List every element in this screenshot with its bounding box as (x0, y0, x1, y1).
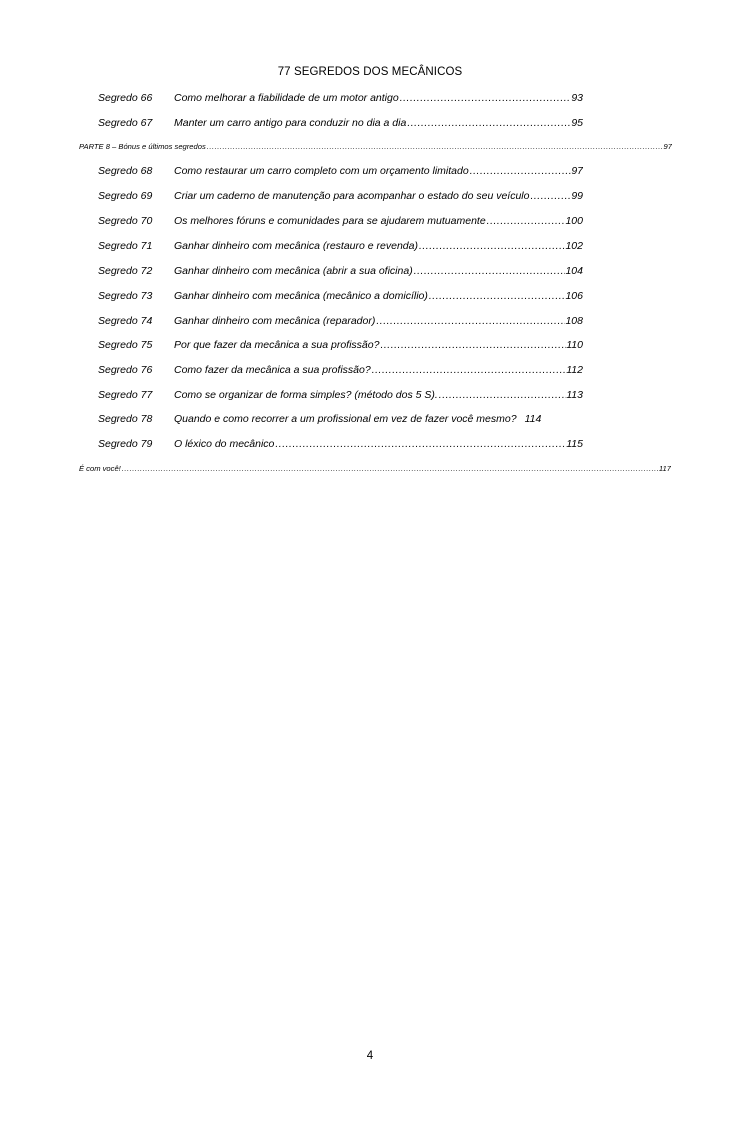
toc-entry[interactable] (98, 362, 583, 378)
toc-entry-label: Segredo 77 (98, 389, 153, 401)
toc-entry-title: Como fazer da mecânica a sua profissão? (174, 364, 371, 376)
toc-entry-label: Segredo 67 (98, 117, 153, 129)
dot-leader (274, 436, 566, 452)
toc-section-title: PARTE 8 – Bónus e últimos segredos (79, 142, 206, 151)
toc-entry-page: 110 (566, 339, 583, 351)
dot-leader (206, 141, 664, 153)
toc-entry-title: Por que fazer da mecânica a sua profissão? (174, 339, 380, 351)
toc-entry-title: Ganhar dinheiro com mecânica (mecânico a domicílio) (174, 290, 428, 302)
toc-section-entry[interactable] (79, 141, 672, 153)
dot-leader (418, 238, 566, 254)
toc-entry-label: Segredo 78 (98, 413, 153, 425)
toc-entry[interactable] (98, 90, 583, 106)
toc-entry-page: 99 (571, 190, 583, 202)
toc-entry-label: Segredo 70 (98, 215, 153, 227)
toc-entry[interactable] (98, 387, 583, 403)
toc-entry-label: Segredo 74 (98, 315, 153, 327)
toc-entry-label: Segredo 75 (98, 339, 153, 351)
toc-entry-label: Segredo 66 (98, 92, 153, 104)
toc-entry-title: Manter um carro antigo para conduzir no dia a dia (174, 117, 407, 129)
toc-entry[interactable] (98, 188, 583, 204)
toc-entry-page: 97 (571, 165, 583, 177)
toc-section-page: 117 (658, 464, 671, 473)
toc-entry-page: 102 (565, 240, 583, 252)
toc-section-page: 97 (663, 142, 672, 151)
dot-leader (371, 362, 567, 378)
toc-entry[interactable] (98, 263, 583, 279)
toc-entry-title: Criar um caderno de manutenção para acompanhar o estado do seu veículo (174, 190, 530, 202)
toc-entry-page: 104 (565, 265, 583, 277)
toc-section-title: É com você! (79, 464, 121, 473)
toc-section-entry[interactable] (79, 463, 671, 475)
toc-entry-title: Como melhorar a fiabilidade de um motor antigo (174, 92, 399, 104)
dot-leader (406, 115, 571, 131)
toc-entry-title: Ganhar dinheiro com mecânica (abrir a sua oficina) (174, 265, 413, 277)
toc-entry-label: Segredo 73 (98, 290, 153, 302)
toc-entry-label: Segredo 69 (98, 190, 153, 202)
toc-entry-page: 114 (524, 413, 542, 425)
dot-leader (428, 288, 566, 304)
toc-entry-page: 113 (566, 389, 583, 401)
toc-entry-page: 100 (565, 215, 583, 227)
toc-entry-title: Como se organizar de forma simples? (método dos 5 S). (174, 389, 438, 401)
toc-entry[interactable] (98, 163, 583, 179)
toc-entry-label: Segredo 68 (98, 165, 153, 177)
toc-entry-page: 106 (565, 290, 583, 302)
toc-entry-title: Como restaurar um carro completo com um orçamento limitado (174, 165, 469, 177)
toc-entry[interactable] (98, 213, 583, 229)
dot-leader (438, 387, 566, 403)
toc-entry[interactable] (98, 238, 583, 254)
toc-entry-page: 115 (566, 438, 583, 450)
dot-leader (469, 163, 572, 179)
toc-entry-page: 95 (571, 117, 583, 129)
toc-entry[interactable] (98, 115, 583, 131)
dot-leader (375, 313, 565, 329)
toc-entry-title: O léxico do mecânico (174, 438, 275, 450)
toc-entry-title: Quando e como recorrer a um profissional em vez de fazer você mesmo? (174, 413, 517, 425)
toc-entry-title: Ganhar dinheiro com mecânica (restauro e revenda) (174, 240, 418, 252)
toc-entry-label: Segredo 72 (98, 265, 153, 277)
toc-entry-page: 112 (566, 364, 583, 376)
toc-entry[interactable] (98, 288, 583, 304)
dot-leader (399, 90, 572, 106)
toc-entry-page: 93 (571, 92, 583, 104)
page-title: 77 SEGREDOS DOS MECÂNICOS (277, 66, 463, 78)
toc-entry-label: Segredo 76 (98, 364, 153, 376)
dot-leader (486, 213, 566, 229)
dot-leader (379, 337, 566, 353)
dot-leader (413, 263, 566, 279)
toc-entry-title: Os melhores fóruns e comunidades para se ajudarem mutuamente (174, 215, 486, 227)
toc-entry-title: Ganhar dinheiro com mecânica (reparador) (174, 315, 376, 327)
toc-entry[interactable] (98, 337, 583, 353)
toc-entry-label: Segredo 79 (98, 438, 153, 450)
dot-leader (529, 188, 571, 204)
toc-entry-label: Segredo 71 (98, 240, 153, 252)
dot-leader (121, 463, 659, 475)
page-number: 4 (366, 1050, 374, 1062)
toc-entry[interactable] (98, 313, 583, 329)
toc-entry-page: 108 (565, 315, 583, 327)
toc-entry[interactable] (98, 411, 598, 427)
toc-entry[interactable] (98, 436, 583, 452)
